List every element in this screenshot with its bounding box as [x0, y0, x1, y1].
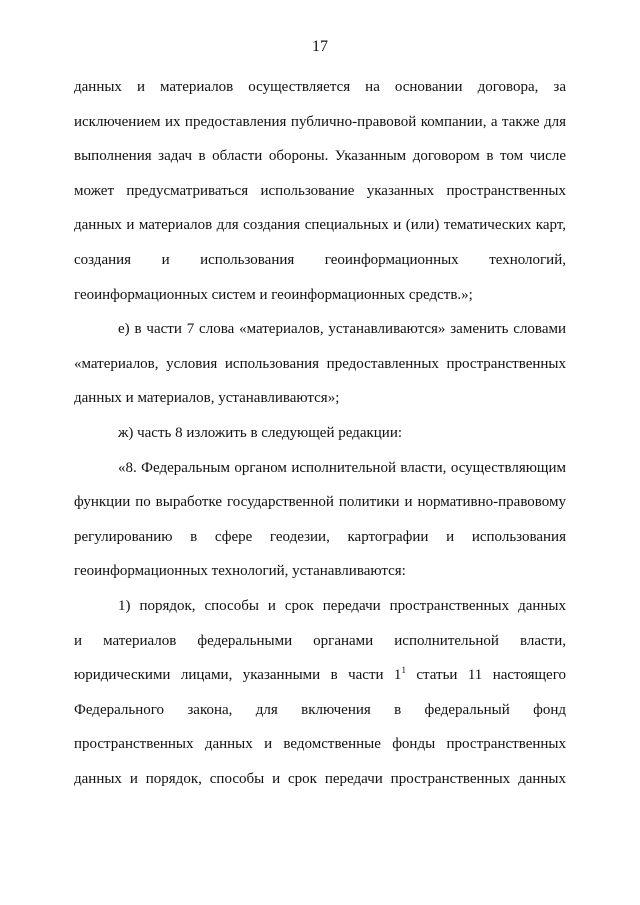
text-line: данных и порядок, способы и срок передачи пространственных данных: [74, 770, 566, 787]
text-line: исключением их предоставления публично-правовой компании, а также для: [74, 113, 566, 130]
text-line: пространственных данных и ведомственные фонды пространственных: [74, 736, 566, 753]
text-line: 1) порядок, способы и срок передачи пространственных данных: [118, 597, 566, 614]
text-line: ж) часть 8 изложить в следующей редакции:: [118, 424, 403, 441]
text-segment: статьи 11 настоящего: [405, 667, 566, 684]
text-line: данных и материалов осуществляется на основании договора, за: [74, 79, 566, 95]
document-body: [74, 70, 566, 796]
text-line: данных и материалов для создания специальных и (или) тематических карт,: [74, 217, 566, 234]
text-line: «материалов, условия использования предоставленных пространственных: [74, 355, 566, 372]
page-number: 17: [312, 38, 328, 55]
text-segment: юридическими лицами, указанными в части 1: [74, 667, 402, 684]
superscript: 1: [401, 665, 406, 676]
text-line: е) в части 7 слова «материалов, устанавливаются» заменить словами: [118, 321, 566, 338]
text-line: выполнения задач в области обороны. Указанным договором в том числе: [74, 148, 566, 165]
text-line-with-superscript: [74, 658, 566, 693]
text-line: данных и материалов, устанавливаются»;: [74, 390, 340, 407]
text-line: и материалов федеральными органами исполнительной власти,: [74, 632, 566, 649]
text-line: функции по выработке государственной политики и нормативно-правовому: [74, 494, 566, 511]
text-line: создания и использования геоинформационных технологий,: [74, 251, 566, 268]
text-line: Федерального закона, для включения в федеральный фонд: [74, 701, 566, 718]
text-line: регулированию в сфере геодезии, картографии и использования: [74, 528, 566, 545]
text-line: «8. Федеральным органом исполнительной власти, осуществляющим: [118, 459, 566, 476]
text-line: геоинформационных систем и геоинформационных средств.»;: [74, 286, 473, 303]
text-line: может предусматриваться использование указанных пространственных: [74, 182, 566, 199]
text-line: геоинформационных технологий, устанавливаются:: [74, 563, 406, 580]
